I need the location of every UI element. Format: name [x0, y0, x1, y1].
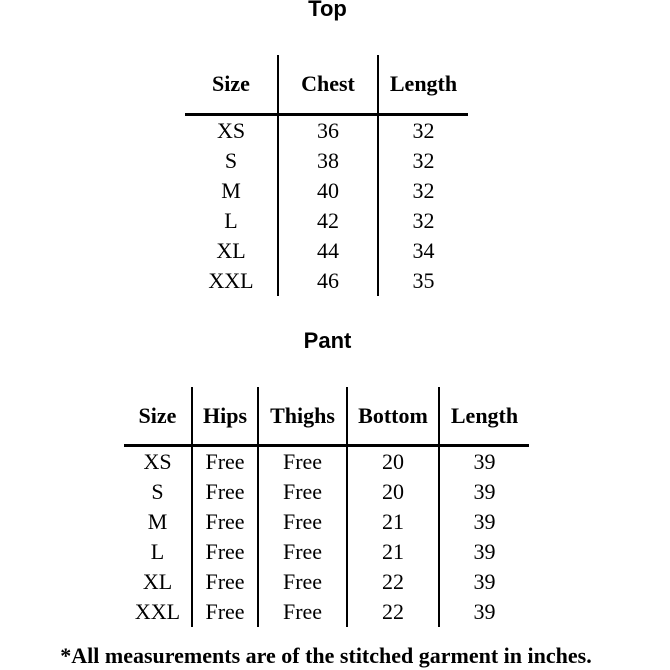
table-row: [185, 206, 468, 236]
size-cell: M: [147, 509, 168, 534]
bottom-cell: 22: [347, 597, 439, 627]
table-row: [185, 176, 468, 206]
length-cell: 32: [378, 206, 468, 236]
length-cell: 39: [439, 446, 529, 478]
column-header-size: Size: [138, 402, 177, 428]
table-row: [124, 567, 529, 597]
pant-size-table: [124, 387, 529, 627]
bottom-cell: 20: [347, 477, 439, 507]
thighs-cell: Free: [258, 477, 347, 507]
pant-section-title: Pant: [303, 328, 352, 353]
hips-cell: Free: [192, 507, 258, 537]
table-row: [185, 146, 468, 176]
chest-cell: 42: [278, 206, 378, 236]
table-row: [124, 507, 529, 537]
table-row: [185, 115, 468, 147]
length-cell: 32: [378, 176, 468, 206]
thighs-cell: Free: [258, 446, 347, 478]
length-cell: 34: [378, 236, 468, 266]
chest-cell: 46: [278, 266, 378, 296]
chest-cell: 38: [278, 146, 378, 176]
size-cell: S: [151, 479, 164, 504]
size-cell: XS: [143, 449, 172, 474]
column-header-chest: Chest: [278, 55, 378, 115]
hips-cell: Free: [192, 597, 258, 627]
length-cell: 32: [378, 115, 468, 147]
length-cell: 35: [378, 266, 468, 296]
chest-cell: 36: [278, 115, 378, 147]
size-cell: L: [224, 208, 238, 233]
table-header-row: [124, 387, 529, 446]
top-size-table: [185, 55, 468, 296]
size-cell: M: [221, 178, 241, 203]
column-header-bottom: Bottom: [347, 387, 439, 446]
bottom-cell: 21: [347, 537, 439, 567]
thighs-cell: Free: [258, 597, 347, 627]
size-cell: S: [224, 148, 238, 173]
size-cell: XL: [142, 569, 173, 594]
bottom-cell: 20: [347, 446, 439, 478]
length-cell: 39: [439, 477, 529, 507]
size-cell: XS: [216, 118, 246, 143]
table-header-row: [185, 55, 468, 115]
bottom-cell: 22: [347, 567, 439, 597]
top-section-title: Top: [308, 0, 347, 21]
size-cell: L: [150, 539, 165, 564]
column-header-thighs: Thighs: [258, 387, 347, 446]
column-header-size: Size: [212, 71, 250, 96]
table-row: [124, 537, 529, 567]
table-row: [124, 597, 529, 627]
size-cell: XXL: [208, 268, 254, 293]
column-header-length: Length: [439, 387, 529, 446]
table-row: [124, 477, 529, 507]
bottom-cell: 21: [347, 507, 439, 537]
hips-cell: Free: [192, 446, 258, 478]
table-row: [185, 266, 468, 296]
column-header-length: Length: [378, 55, 468, 115]
hips-cell: Free: [192, 567, 258, 597]
size-cell: XL: [216, 238, 246, 263]
thighs-cell: Free: [258, 537, 347, 567]
table-row: [185, 236, 468, 266]
hips-cell: Free: [192, 477, 258, 507]
hips-cell: Free: [192, 537, 258, 567]
column-header-hips: Hips: [192, 387, 258, 446]
table-row: [124, 446, 529, 478]
length-cell: 39: [439, 597, 529, 627]
length-cell: 39: [439, 537, 529, 567]
length-cell: 39: [439, 507, 529, 537]
chest-cell: 44: [278, 236, 378, 266]
measurement-footnote: *All measurements are of the stitched garment in inches.: [60, 643, 592, 668]
length-cell: 32: [378, 146, 468, 176]
size-cell: XXL: [134, 599, 181, 624]
length-cell: 39: [439, 567, 529, 597]
thighs-cell: Free: [258, 507, 347, 537]
chest-cell: 40: [278, 176, 378, 206]
thighs-cell: Free: [258, 567, 347, 597]
